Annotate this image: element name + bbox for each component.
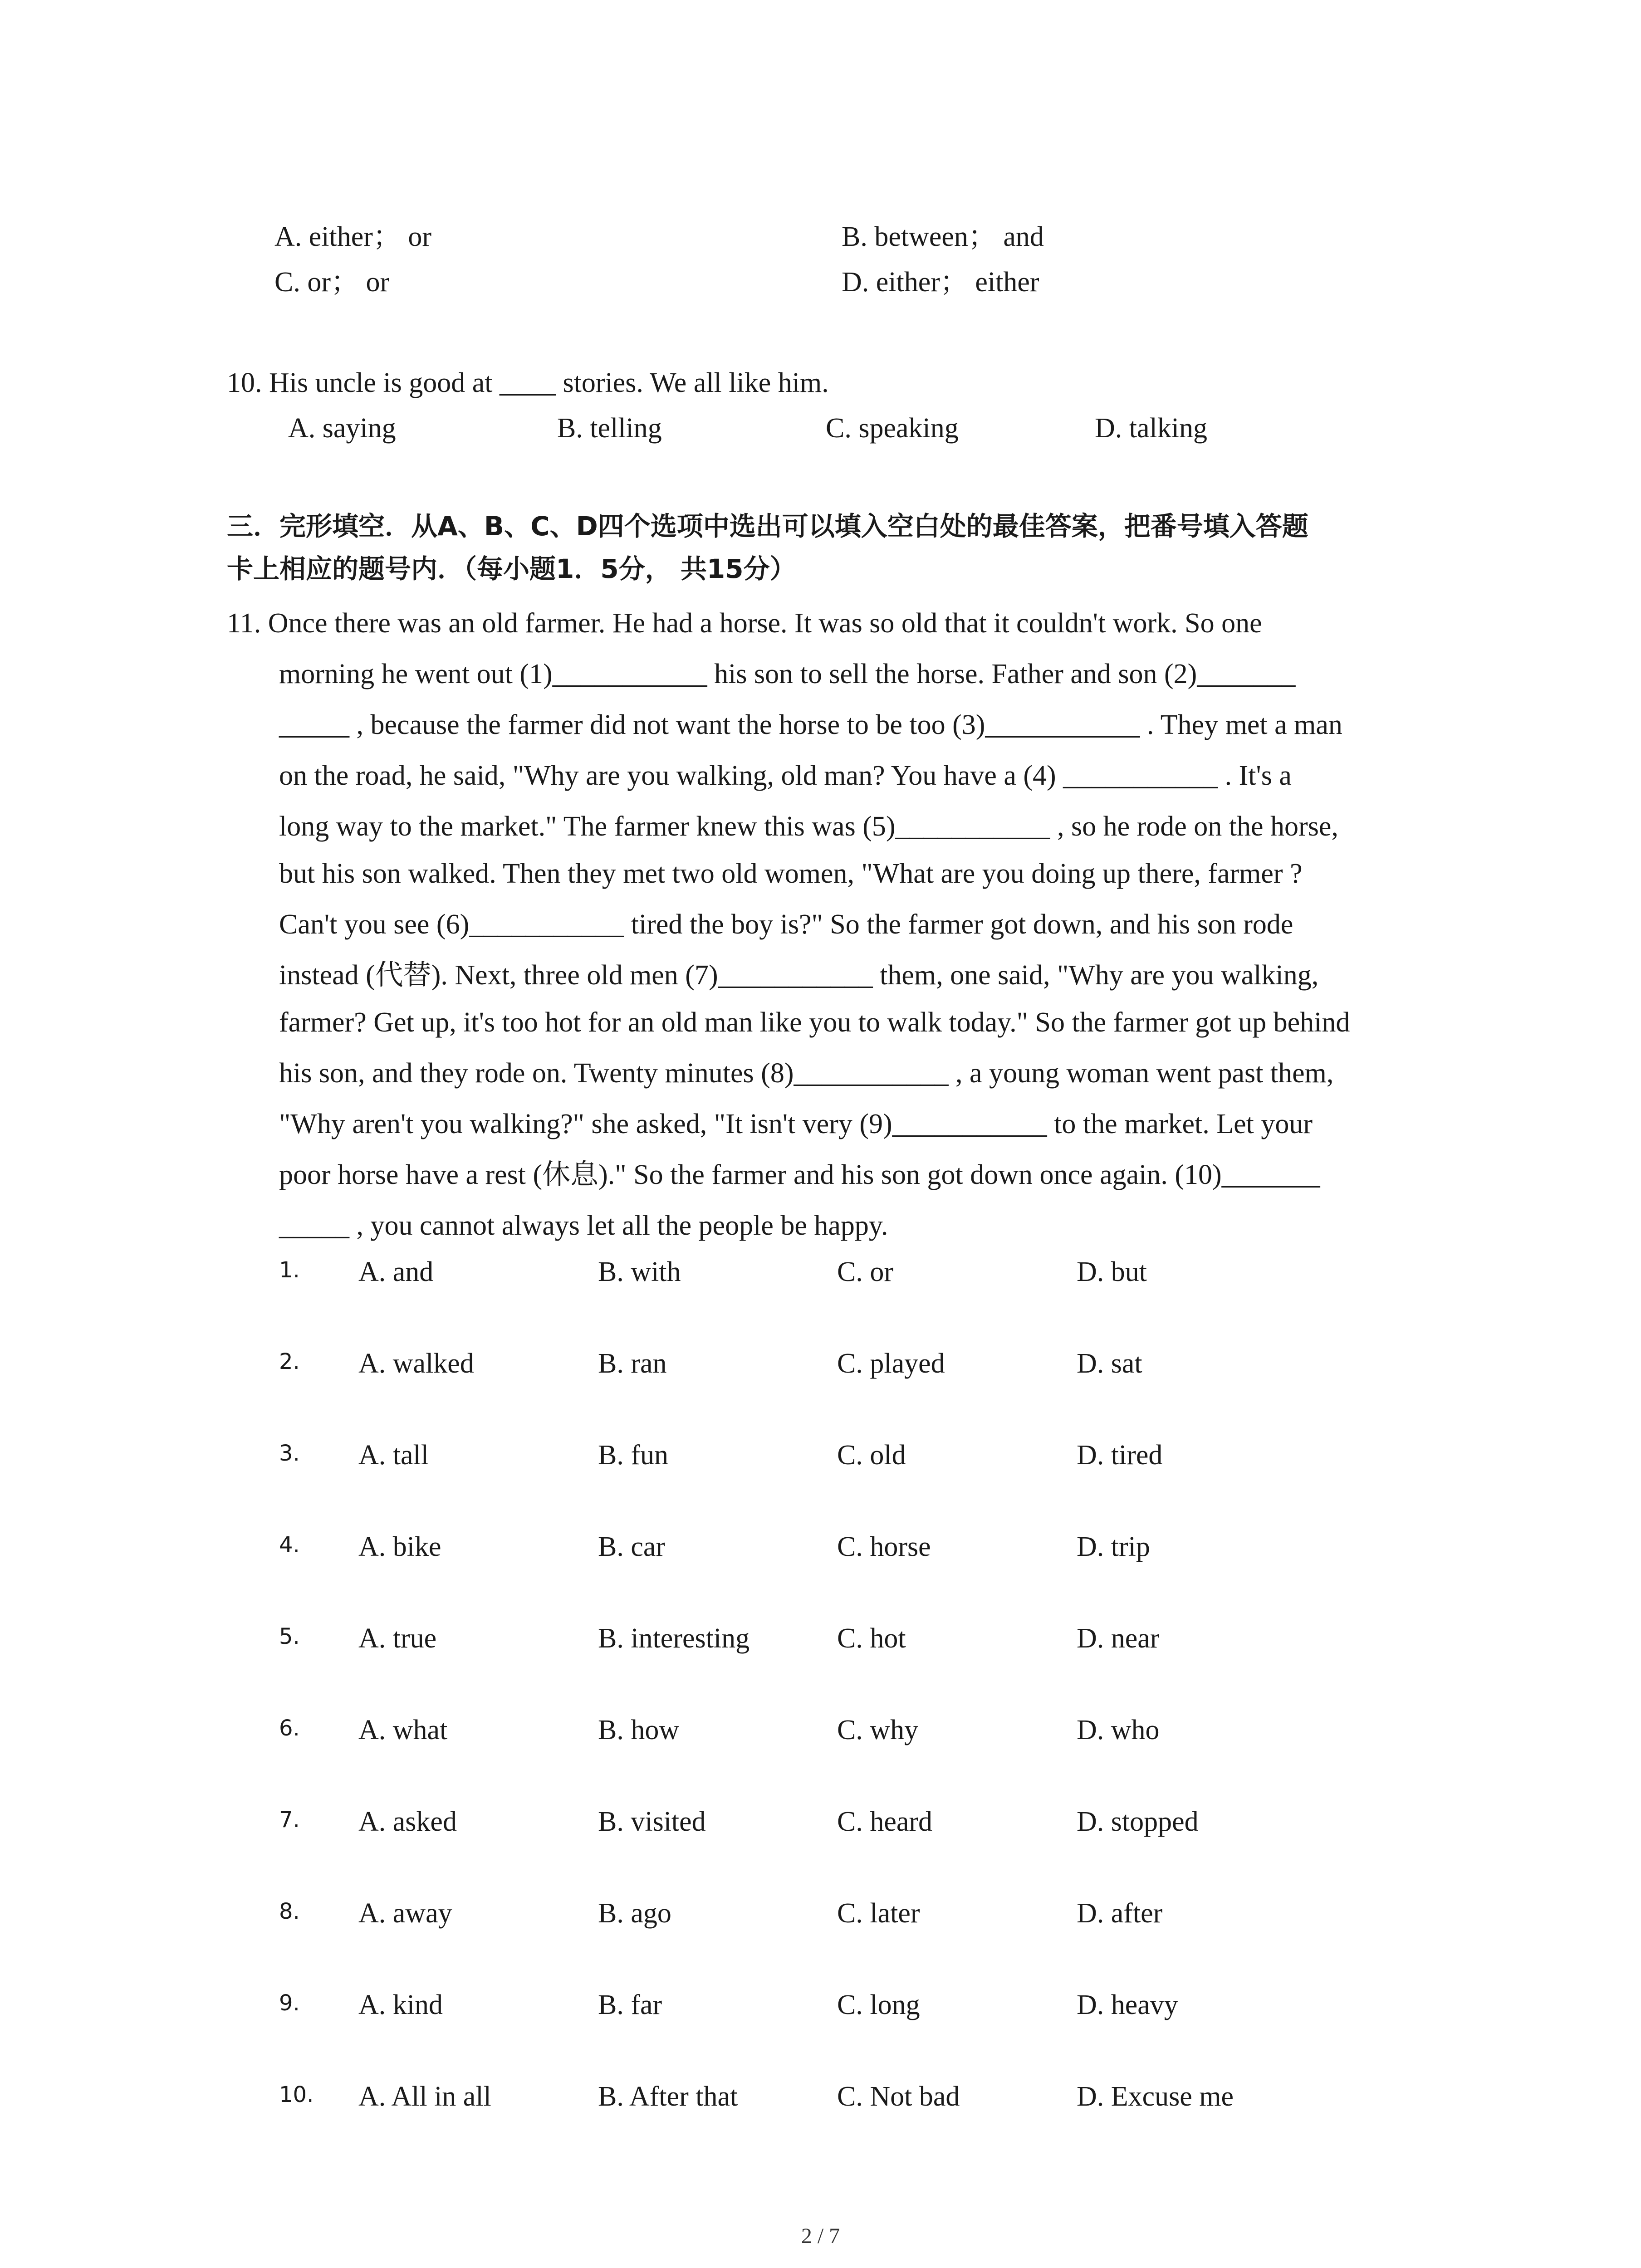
choice-option-b: B. with (598, 1256, 681, 1287)
choice-option-d: D. who (1077, 1715, 1160, 1745)
choice-option-c: C. horse (837, 1531, 931, 1562)
choice-option-d: D. sat (1077, 1348, 1142, 1379)
q10-option-b: B. telling (557, 413, 662, 444)
passage-line: instead (代替). Next, three old men (7)___________ them, one said, "Why are you walking, (279, 960, 1319, 991)
choice-option-c: C. heard (837, 1806, 933, 1837)
choice-option-b: B. fun (598, 1440, 668, 1471)
choice-number: 3. (279, 1441, 300, 1466)
page-number: 2 / 7 (801, 2224, 840, 2248)
choice-number: 2. (279, 1349, 300, 1374)
choice-option-c: C. long (837, 1989, 920, 2020)
choice-option-a: A. true (358, 1623, 437, 1654)
choice-option-c: C. or (837, 1256, 893, 1287)
choice-option-d: D. trip (1077, 1531, 1150, 1562)
choice-option-a: A. kind (358, 1989, 443, 2020)
choice-option-a: A. asked (358, 1806, 457, 1837)
choice-number: 7. (279, 1807, 300, 1833)
choice-option-b: B. how (598, 1715, 680, 1745)
passage-line: _____ , because the farmer did not want the horse to be too (3)___________ . They met a man (279, 709, 1342, 740)
choice-option-c: C. Not bad (837, 2081, 960, 2112)
passage-line: poor horse have a rest (休息)." So the farmer and his son got down once again. (10)_______ (279, 1159, 1320, 1190)
choice-option-d: D. but (1077, 1256, 1147, 1287)
choice-option-a: A. what (358, 1715, 448, 1745)
choice-option-c: C. hot (837, 1623, 906, 1654)
choice-option-b: B. After that (598, 2081, 738, 2112)
choice-option-c: C. played (837, 1348, 945, 1379)
choice-option-d: D. Excuse me (1077, 2081, 1234, 2112)
passage-line: but his son walked. Then they met two old women, "What are you doing up there, farmer ? (279, 858, 1303, 889)
choice-number: 1. (279, 1257, 300, 1283)
q9-option-b: B. between； and (842, 221, 1044, 252)
choice-option-d: D. after (1077, 1898, 1163, 1929)
choice-option-a: A. tall (358, 1440, 429, 1471)
section-heading-line2: 卡上相应的题号内．（每小题1．5分， 共15分） (227, 553, 796, 584)
passage-line: farmer? Get up, it's too hot for an old man like you to walk today." So the farmer got up behind (279, 1007, 1350, 1038)
passage-line: 11. Once there was an old farmer. He had a horse. It was so old that it couldn't work. So one (227, 608, 1262, 639)
passage-line: _____ , you cannot always let all the people be happy. (279, 1210, 888, 1241)
choice-option-b: B. ran (598, 1348, 667, 1379)
section-heading-line1: 三．完形填空．从A、B、C、D四个选项中选出可以填入空白处的最佳答案，把番号填入答题 (227, 511, 1308, 542)
passage-line: Can't you see (6)___________ tired the boy is?" So the farmer got down, and his son rode (279, 909, 1293, 940)
choice-option-b: B. interesting (598, 1623, 750, 1654)
choice-number: 4. (279, 1532, 300, 1558)
choice-option-d: D. tired (1077, 1440, 1163, 1471)
passage-line: on the road, he said, "Why are you walking, old man? You have a (4) ___________ . It's a (279, 760, 1292, 791)
choice-option-b: B. car (598, 1531, 666, 1562)
passage-line: long way to the market." The farmer knew this was (5)___________ , so he rode on the horse, (279, 811, 1338, 842)
q9-option-c: C. or； or (274, 267, 390, 298)
choice-option-d: D. near (1077, 1623, 1160, 1654)
choice-option-a: A. walked (358, 1348, 474, 1379)
choice-option-b: B. far (598, 1989, 662, 2020)
q10-option-c: C. speaking (826, 413, 959, 444)
choice-option-c: C. later (837, 1898, 920, 1929)
choice-option-c: C. why (837, 1715, 919, 1745)
q10-stem: 10. His uncle is good at ____ stories. We all like him. (227, 367, 829, 398)
passage-line: his son, and they rode on. Twenty minutes (8)___________ , a young woman went past them, (279, 1058, 1334, 1089)
choice-number: 5. (279, 1624, 300, 1649)
choice-option-c: C. old (837, 1440, 906, 1471)
choice-option-a: A. bike (358, 1531, 441, 1562)
q9-option-a: A. either； or (274, 221, 432, 252)
q10-option-d: D. talking (1095, 413, 1207, 444)
choice-option-d: D. heavy (1077, 1989, 1178, 2020)
q9-option-d: D. either； either (842, 267, 1039, 298)
choice-option-a: A. and (358, 1256, 434, 1287)
choice-number: 9. (279, 1990, 300, 2016)
choice-number: 10. (279, 2082, 314, 2107)
choice-option-d: D. stopped (1077, 1806, 1199, 1837)
choice-option-a: A. All in all (358, 2081, 491, 2112)
choice-number: 8. (279, 1899, 300, 1924)
passage-line: morning he went out (1)___________ his son to sell the horse. Father and son (2)_______ (279, 659, 1296, 689)
passage-line: "Why aren't you walking?" she asked, "It isn't very (9)___________ to the market. Let your (279, 1109, 1313, 1139)
q10-option-a: A. saying (288, 413, 396, 444)
choice-option-b: B. ago (598, 1898, 671, 1929)
choice-option-a: A. away (358, 1898, 452, 1929)
choice-option-b: B. visited (598, 1806, 706, 1837)
choice-number: 6. (279, 1716, 300, 1741)
